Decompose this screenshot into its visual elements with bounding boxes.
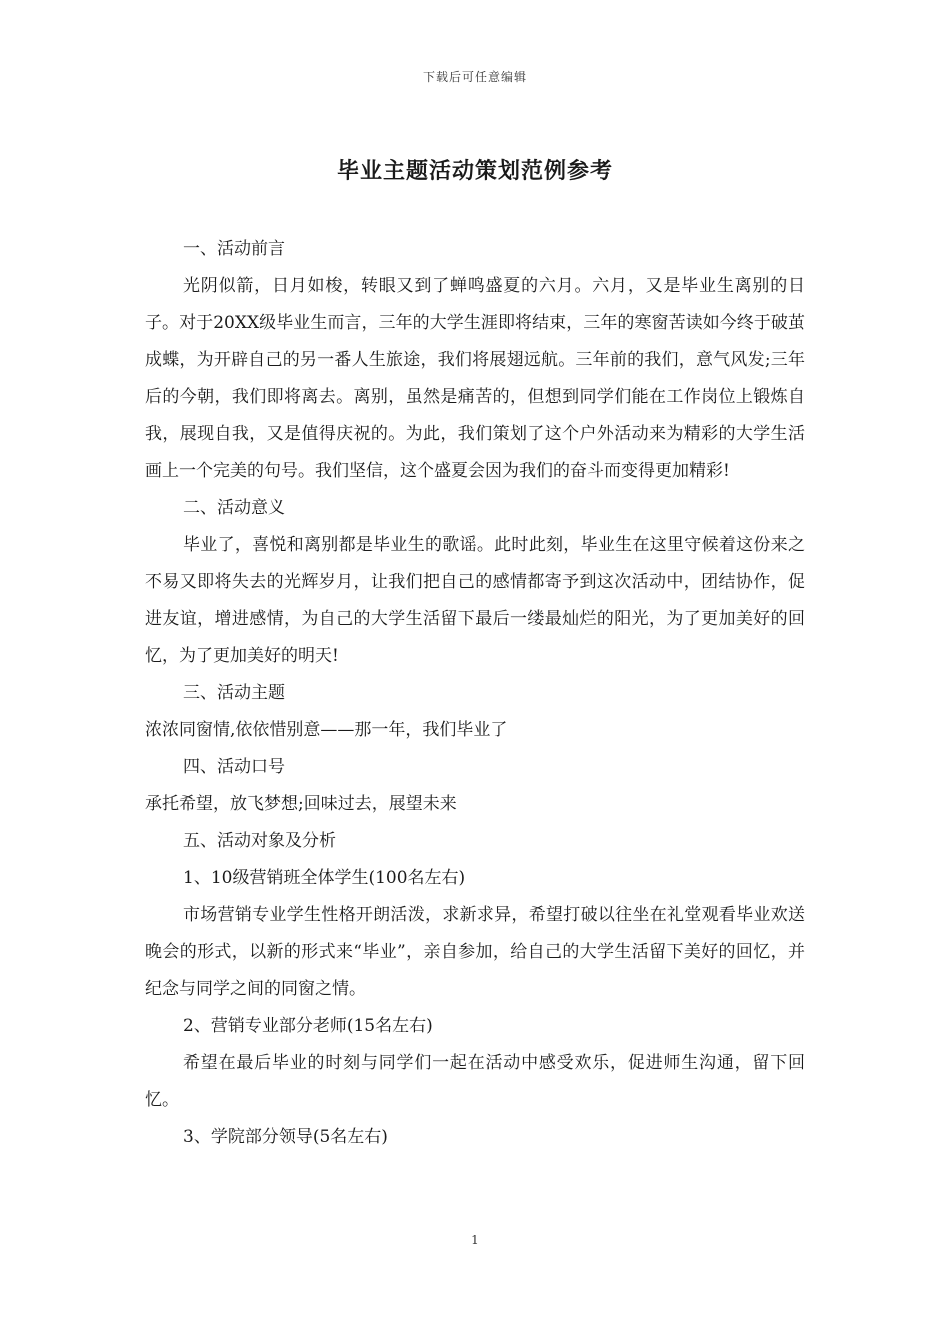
section-heading-significance: 二、活动意义 [183, 498, 285, 518]
audience-item-teachers-body: 希望在最后毕业的时刻与同学们一起在活动中感受欢乐，促进师生沟通，留下回忆。 [145, 1053, 805, 1110]
section-body-theme: 浓浓同窗情,依依惜别意——那一年，我们毕业了 [145, 720, 508, 740]
section-heading-audience: 五、活动对象及分析 [183, 831, 336, 851]
section-body-preface: 光阴似箭，日月如梭，转眼又到了蝉鸣盛夏的六月。六月，又是毕业生离别的日子。对于20XX级毕业生而言，三年的大学生涯即将结束，三年的寒窗苦读如今终于破茧成蝶，为开辟自己的另一番人生旅途，我们将展翅远航。三年前的我们，意气风发;三年后的今朝，我们即将离去。离别，虽然是痛苦的，但想到同学们能在工作岗位上锻炼自我，展现自我，又是值得庆祝的。为此，我们策划了这个户外活动来为精彩的大学生活画上一个完美的句号。我们坚信，这个盛夏会因为我们的奋斗而变得更加精彩! [145, 276, 805, 481]
section-heading-preface: 一、活动前言 [183, 239, 285, 259]
section-body-slogan: 承托希望，放飞梦想;回味过去，展望未来 [145, 794, 457, 814]
audience-item-leaders-heading: 3、学院部分领导(5名左右) [183, 1127, 388, 1147]
document-body [145, 231, 805, 1156]
audience-item-students-heading: 1、10级营销班全体学生(100名左右) [183, 868, 466, 888]
section-heading-theme: 三、活动主题 [183, 683, 285, 703]
section-heading-slogan: 四、活动口号 [183, 757, 285, 777]
audience-item-teachers-heading: 2、营销专业部分老师(15名左右) [183, 1016, 433, 1036]
page-number: 1 [471, 1233, 479, 1247]
audience-item-students-body: 市场营销专业学生性格开朗活泼，求新求异，希望打破以往坐在礼堂观看毕业欢送晚会的形式，以新的形式来“毕业”，亲自参加，给自己的大学生活留下美好的回忆，并纪念与同学之间的同窗之情。 [145, 905, 805, 999]
section-body-significance: 毕业了，喜悦和离别都是毕业生的歌谣。此时此刻，毕业生在这里守候着这份来之不易又即将失去的光辉岁月，让我们把自己的感情都寄予到这次活动中，团结协作，促进友谊，增进感情，为自己的大学生活留下最后一缕最灿烂的阳光，为了更加美好的回忆，为了更加美好的明天! [145, 535, 805, 666]
document-title: 毕业主题活动策划范例参考 [336, 158, 613, 184]
header-note: 下载后可任意编辑 [422, 70, 527, 84]
